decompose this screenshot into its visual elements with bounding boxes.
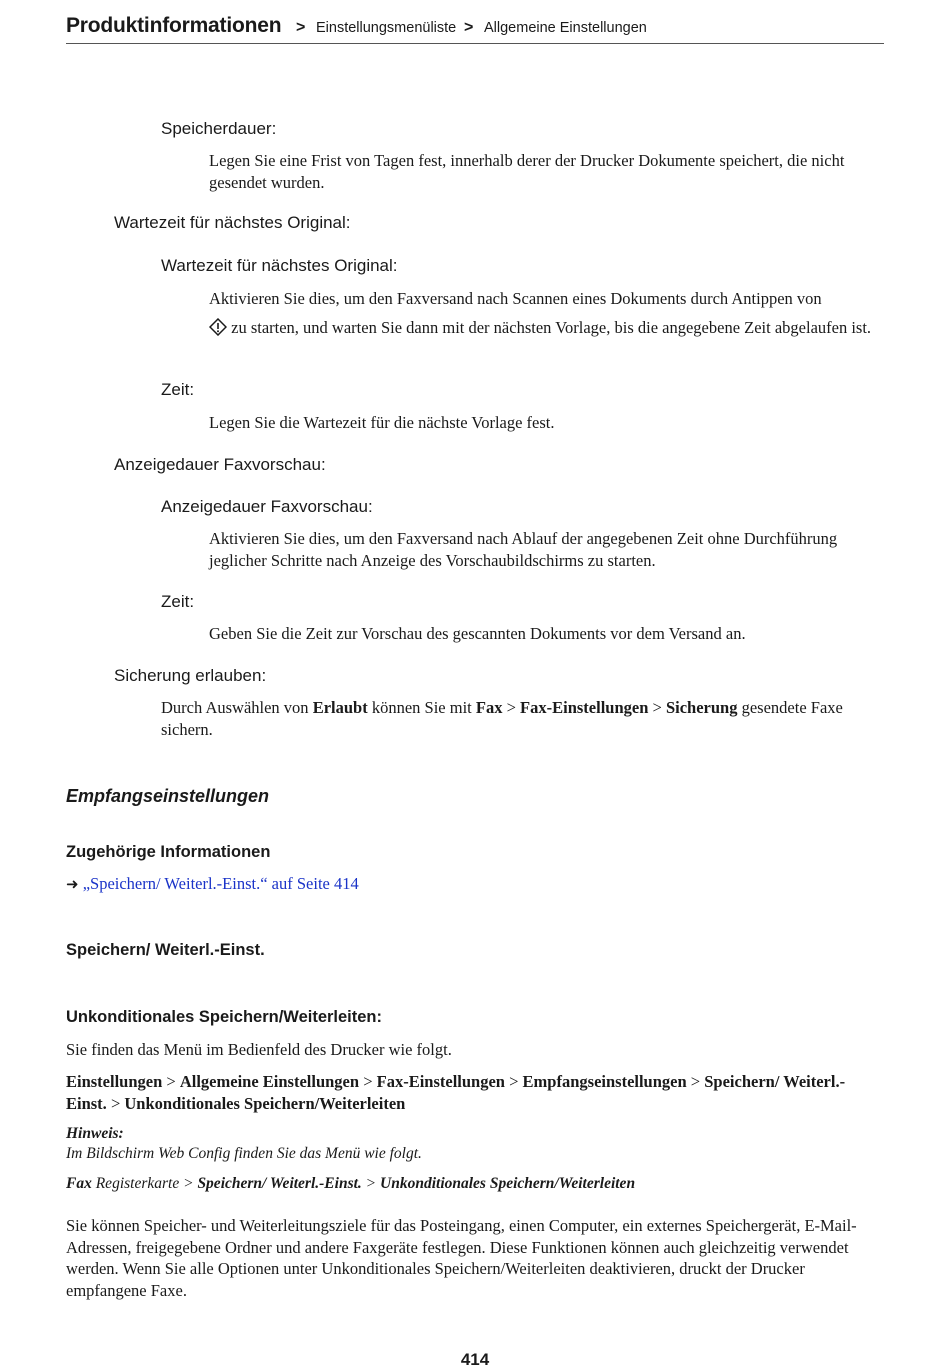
- anzeigedauer-text: Aktivieren Sie dies, um den Faxversand nach Ablauf der angegebenen Zeit ohne Durchführung jeglicher Schritte nach Anzeige des Vorschaubildschirms zu starten.: [209, 529, 838, 570]
- start-diamond-icon: [209, 318, 227, 342]
- related-info-heading: Zugehörige Informationen: [66, 843, 271, 861]
- zeit-text-2: Geben Sie die Zeit zur Vorschau des gescannten Dokuments vor dem Versand an.: [209, 624, 746, 643]
- breadcrumb-item-einstellungsmenueliste[interactable]: Einstellungsmenüliste: [316, 20, 457, 36]
- zeit-label-2: Zeit:: [161, 592, 195, 611]
- unkonditionales-heading: Unkonditionales Speichern/Weiterleiten:: [66, 1008, 383, 1026]
- page-number: 414: [460, 1350, 490, 1369]
- breadcrumb-separator: >: [296, 19, 306, 36]
- hint-block: [66, 1124, 866, 1164]
- anzeigedauer-label: Anzeigedauer Faxvorschau:: [161, 497, 373, 516]
- wartezeit-text-part1: Aktivieren Sie dies, um den Faxversand nach Scannen eines Dokuments durch Antippen von: [209, 289, 822, 308]
- wartezeit-text: [209, 288, 879, 341]
- related-link[interactable]: [66, 873, 666, 896]
- web-config-path: Fax Registerkarte > Speichern/ Weiterl.-Einst. > Unkonditionales Speichern/Weiterleiten: [66, 1175, 636, 1192]
- sicherung-text: Durch Auswählen von Erlaubt können Sie mit Fax > Fax-Einstellungen > Sicherung gesendete Faxe sichern.: [161, 698, 843, 739]
- hint-text: Im Bildschirm Web Config finden Sie das Menü wie folgt.: [66, 1145, 422, 1162]
- speicherdauer-label: Speicherdauer:: [161, 119, 277, 138]
- breadcrumb-item-allgemeine-einstellungen[interactable]: Allgemeine Einstellungen: [484, 20, 647, 36]
- related-link-text[interactable]: „Speichern/ Weiterl.-Einst.“ auf Seite 414: [82, 874, 359, 893]
- arrow-right-icon: ➜: [66, 875, 79, 893]
- zeit-text-1: Legen Sie die Wartezeit für die nächste Vorlage fest.: [209, 413, 555, 432]
- hint-label: Hinweis:: [66, 1125, 124, 1142]
- menu-intro: Sie finden das Menü im Bedienfeld des Drucker wie folgt.: [66, 1040, 452, 1059]
- wartezeit-text-part2: zu starten, und warten Sie dann mit der nächsten Vorlage, bis die angegebene Zeit abgelaufen ist.: [227, 317, 872, 337]
- breadcrumb-separator: >: [464, 19, 474, 36]
- header-title: Produktinformationen: [66, 14, 282, 37]
- zeit-label-1: Zeit:: [161, 380, 195, 399]
- anzeigedauer-heading: Anzeigedauer Faxvorschau:: [114, 455, 326, 474]
- speicherdauer-text: Legen Sie eine Frist von Tagen fest, innerhalb derer der Drucker Dokumente speichert, die nicht gesendet wurden.: [209, 151, 845, 192]
- page-header: [66, 10, 884, 44]
- empfangseinstellungen-heading: Empfangseinstellungen: [66, 786, 270, 806]
- sicherung-heading: Sicherung erlauben:: [114, 666, 267, 685]
- wartezeit-heading: Wartezeit für nächstes Original:: [114, 213, 351, 232]
- speichern-heading: Speichern/ Weiterl.-Einst.: [66, 941, 265, 959]
- speichern-body: Sie können Speicher- und Weiterleitungsziele für das Posteingang, einen Computer, ein externes Speichergerät, E-Mail-Adressen, freigegebene Ordner und andere Faxgeräte festlegen. Diese Funktionen können auch gleichzeitig verwendet werden. Wenn Sie alle Optionen unter Unkonditionales Speichern/Weiterleiten deaktivieren, druckt der Drucker empfangene Faxe.: [66, 1216, 857, 1300]
- menu-path: Einstellungen > Allgemeine Einstellungen > Fax-Einstellungen > Empfangseinstellungen > Speichern/ Weiterl.-Einst. > Unkonditionales Speichern/Weiterleiten: [66, 1072, 846, 1113]
- wartezeit-label: Wartezeit für nächstes Original:: [161, 256, 398, 275]
